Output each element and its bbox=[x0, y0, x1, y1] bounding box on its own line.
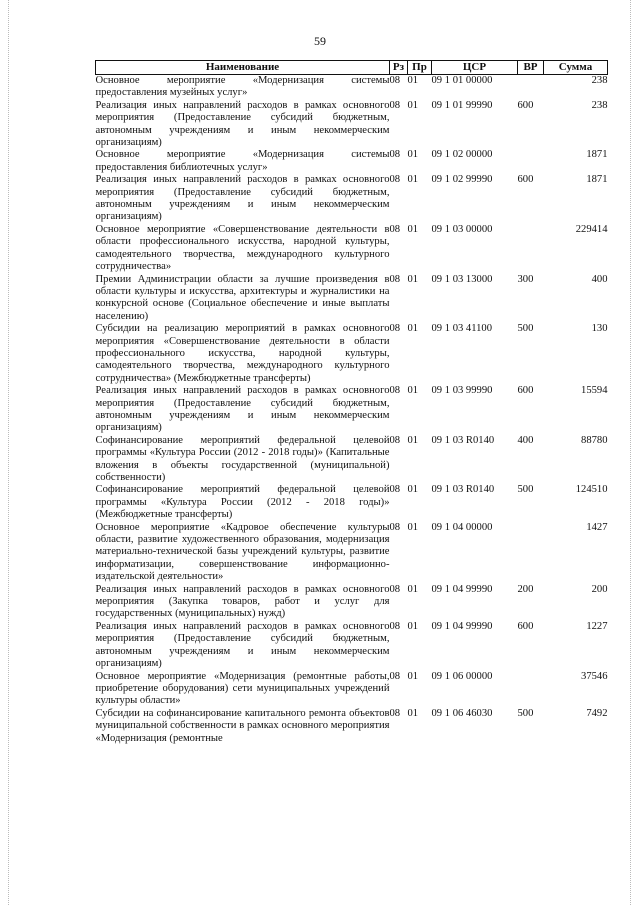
cell-sum: 1427 bbox=[586, 521, 608, 533]
cell-csr: 09 1 06 00000 bbox=[431, 670, 493, 682]
cell-pr: 01 bbox=[407, 670, 419, 682]
table-row bbox=[96, 385, 608, 435]
cell-vr bbox=[518, 671, 544, 708]
cell-name: Софинансирование мероприятий федеральной целевой программы «Культура России (2012 - 2018 годы)» (Межбюджетные трансферты) bbox=[95, 484, 390, 521]
table-row bbox=[96, 323, 608, 385]
cell-rz: 08 bbox=[389, 223, 401, 235]
scan-left-edge bbox=[8, 0, 10, 905]
table-row bbox=[96, 522, 608, 584]
scan-right-edge bbox=[630, 0, 632, 905]
cell-pr: 01 bbox=[407, 521, 419, 533]
table-row bbox=[96, 435, 608, 485]
cell-rz: 08 bbox=[389, 75, 401, 86]
table-row bbox=[96, 584, 608, 621]
cell-sum: 238 bbox=[591, 75, 608, 86]
cell-sum: 15594 bbox=[581, 385, 608, 397]
cell-vr: 600 bbox=[517, 620, 534, 632]
cell-name: Реализация иных направлений расходов в рамках основного мероприятия (Предоставление субсидий бюджетным, автономным учреждениям и иным некоммерческим организациям) bbox=[95, 174, 390, 223]
cell-sum: 1871 bbox=[586, 149, 608, 161]
cell-vr: 200 bbox=[517, 583, 534, 595]
table-row bbox=[96, 149, 608, 174]
cell-name: Премии Администрации области за лучшие произведения в области культуры и искусства, архитектуры и журналистики на конкурсной основе (Социальное обеспечение и иные выплаты населению) bbox=[95, 273, 390, 322]
header-rz: Рз bbox=[390, 61, 408, 75]
cell-csr: 09 1 04 99990 bbox=[431, 620, 493, 632]
cell-csr: 09 1 04 99990 bbox=[431, 583, 493, 595]
cell-pr: 01 bbox=[407, 273, 419, 285]
cell-vr: 400 bbox=[517, 434, 534, 446]
cell-rz: 08 bbox=[389, 323, 401, 335]
cell-sum: 1871 bbox=[586, 174, 608, 186]
table-row bbox=[96, 75, 608, 100]
cell-csr: 09 1 03 R0140 bbox=[431, 484, 495, 496]
cell-name: Основное мероприятие «Модернизация системы предоставления библиотечных услуг» bbox=[95, 149, 390, 173]
table-row bbox=[96, 621, 608, 671]
cell-vr bbox=[518, 149, 544, 174]
cell-sum: 88780 bbox=[581, 434, 608, 446]
cell-pr: 01 bbox=[407, 434, 419, 446]
cell-name: Реализация иных направлений расходов в рамках основного мероприятия (Предоставление субсидий бюджетным, автономным учреждениям и иным некоммерческим организациям) bbox=[95, 99, 390, 149]
cell-vr: 600 bbox=[517, 99, 534, 111]
table-row bbox=[96, 671, 608, 708]
cell-pr: 01 bbox=[407, 99, 419, 111]
cell-csr: 09 1 02 00000 bbox=[431, 149, 493, 161]
table-row bbox=[96, 224, 608, 274]
cell-rz: 08 bbox=[389, 484, 401, 496]
cell-name: Реализация иных направлений расходов в рамках основного мероприятия (Предоставление субсидий бюджетным, автономным учреждениям и иным некоммерческим организациям) bbox=[95, 620, 390, 670]
cell-csr: 09 1 01 99990 bbox=[431, 99, 493, 111]
header-csr: ЦСР bbox=[432, 61, 518, 75]
cell-pr: 01 bbox=[407, 149, 419, 161]
cell-name: Субсидии на реализацию мероприятий в рамках основного мероприятия «Совершенствование деятельности в области профессионального искусства, народной культуры, самодеятельного творчества, международного культурного сотрудничества» (Межбюджетные трансферты) bbox=[95, 323, 390, 384]
cell-rz: 08 bbox=[389, 521, 401, 533]
cell-rz: 08 bbox=[389, 273, 401, 285]
cell-vr: 500 bbox=[517, 323, 534, 335]
cell-pr: 01 bbox=[407, 323, 419, 335]
cell-name: Основное мероприятие «Модернизация системы предоставления музейных услуг» bbox=[95, 75, 390, 99]
cell-csr: 09 1 04 00000 bbox=[431, 521, 493, 533]
table-row bbox=[96, 174, 608, 224]
header-sum: Сумма bbox=[544, 61, 608, 75]
cell-pr: 01 bbox=[407, 707, 419, 719]
cell-name: Реализация иных направлений расходов в рамках основного мероприятия (Закупка товаров, работ и услуг для государственных (муниципальных) нужд) bbox=[95, 583, 390, 620]
cell-vr: 300 bbox=[517, 273, 534, 285]
cell-csr: 09 1 02 99990 bbox=[431, 174, 493, 186]
page-number: 59 bbox=[314, 34, 326, 48]
cell-vr bbox=[518, 75, 544, 100]
cell-csr: 09 1 03 00000 bbox=[431, 223, 493, 235]
table-row bbox=[96, 708, 608, 745]
cell-pr: 01 bbox=[407, 75, 419, 86]
cell-sum: 229414 bbox=[575, 223, 608, 235]
cell-pr: 01 bbox=[407, 484, 419, 496]
cell-pr: 01 bbox=[407, 223, 419, 235]
cell-rz: 08 bbox=[389, 385, 401, 397]
cell-csr: 09 1 03 R0140 bbox=[431, 434, 495, 446]
cell-pr: 01 bbox=[407, 385, 419, 397]
table-row bbox=[96, 484, 608, 521]
cell-vr: 500 bbox=[517, 484, 534, 496]
header-vr: ВР bbox=[518, 61, 544, 75]
header-name: Наименование bbox=[96, 61, 390, 75]
cell-name: Субсидии на софинансирование капитального ремонта объектов муниципальной собственности в рамках основного мероприятия «Модернизация (ремонтные bbox=[95, 707, 390, 744]
cell-sum: 238 bbox=[591, 99, 608, 111]
cell-rz: 08 bbox=[389, 670, 401, 682]
cell-pr: 01 bbox=[407, 583, 419, 595]
cell-csr: 09 1 03 13000 bbox=[431, 273, 493, 285]
cell-sum: 124510 bbox=[575, 484, 608, 496]
cell-csr: 09 1 03 41100 bbox=[431, 323, 493, 335]
cell-pr: 01 bbox=[407, 174, 419, 186]
cell-csr: 09 1 01 00000 bbox=[431, 75, 493, 86]
table-body bbox=[96, 75, 608, 745]
table-header bbox=[96, 61, 608, 75]
cell-sum: 7492 bbox=[586, 707, 608, 719]
cell-vr: 600 bbox=[517, 174, 534, 186]
cell-sum: 1227 bbox=[586, 620, 608, 632]
cell-csr: 09 1 03 99990 bbox=[431, 385, 493, 397]
cell-name: Реализация иных направлений расходов в рамках основного мероприятия (Предоставление субсидий бюджетным, автономным учреждениям и иным некоммерческим организациям) bbox=[95, 385, 390, 434]
cell-sum: 37546 bbox=[581, 670, 608, 682]
cell-name: Софинансирование мероприятий федеральной целевой программы «Культура России (2012 - 2018 годы)» (Капитальные вложения в объекты государственной (муниципальной) собственности) bbox=[95, 434, 390, 483]
cell-vr: 600 bbox=[517, 385, 534, 397]
table-row bbox=[96, 274, 608, 324]
cell-name: Основное мероприятие «Кадровое обеспечение культуры области, развитие художественного образования, модернизация материально-технической базы учреждений культуры, развитие информатизации, совершенствование информационно-издательской деятельности» bbox=[95, 521, 390, 583]
cell-pr: 01 bbox=[407, 620, 419, 632]
cell-rz: 08 bbox=[389, 99, 401, 111]
cell-vr bbox=[518, 522, 544, 584]
cell-name: Основное мероприятие «Модернизация (ремонтные работы, приобретение оборудования) сети муниципальных учреждений культуры области» bbox=[95, 670, 390, 707]
cell-csr: 09 1 06 46030 bbox=[431, 707, 493, 719]
budget-table bbox=[95, 60, 608, 745]
cell-name: Основное мероприятие «Совершенствование деятельности в области профессионального искусства, народной культуры, самодеятельного творчества, международного культурного сотрудничества» bbox=[95, 223, 390, 273]
cell-rz: 08 bbox=[389, 174, 401, 186]
cell-rz: 08 bbox=[389, 707, 401, 719]
cell-sum: 200 bbox=[591, 583, 608, 595]
cell-rz: 08 bbox=[389, 434, 401, 446]
cell-vr: 500 bbox=[517, 707, 534, 719]
cell-rz: 08 bbox=[389, 583, 401, 595]
cell-sum: 130 bbox=[591, 323, 608, 335]
header-pr: Пр bbox=[408, 61, 432, 75]
cell-rz: 08 bbox=[389, 149, 401, 161]
cell-rz: 08 bbox=[389, 620, 401, 632]
table-row bbox=[96, 100, 608, 150]
cell-sum: 400 bbox=[591, 273, 608, 285]
cell-vr bbox=[518, 224, 544, 274]
